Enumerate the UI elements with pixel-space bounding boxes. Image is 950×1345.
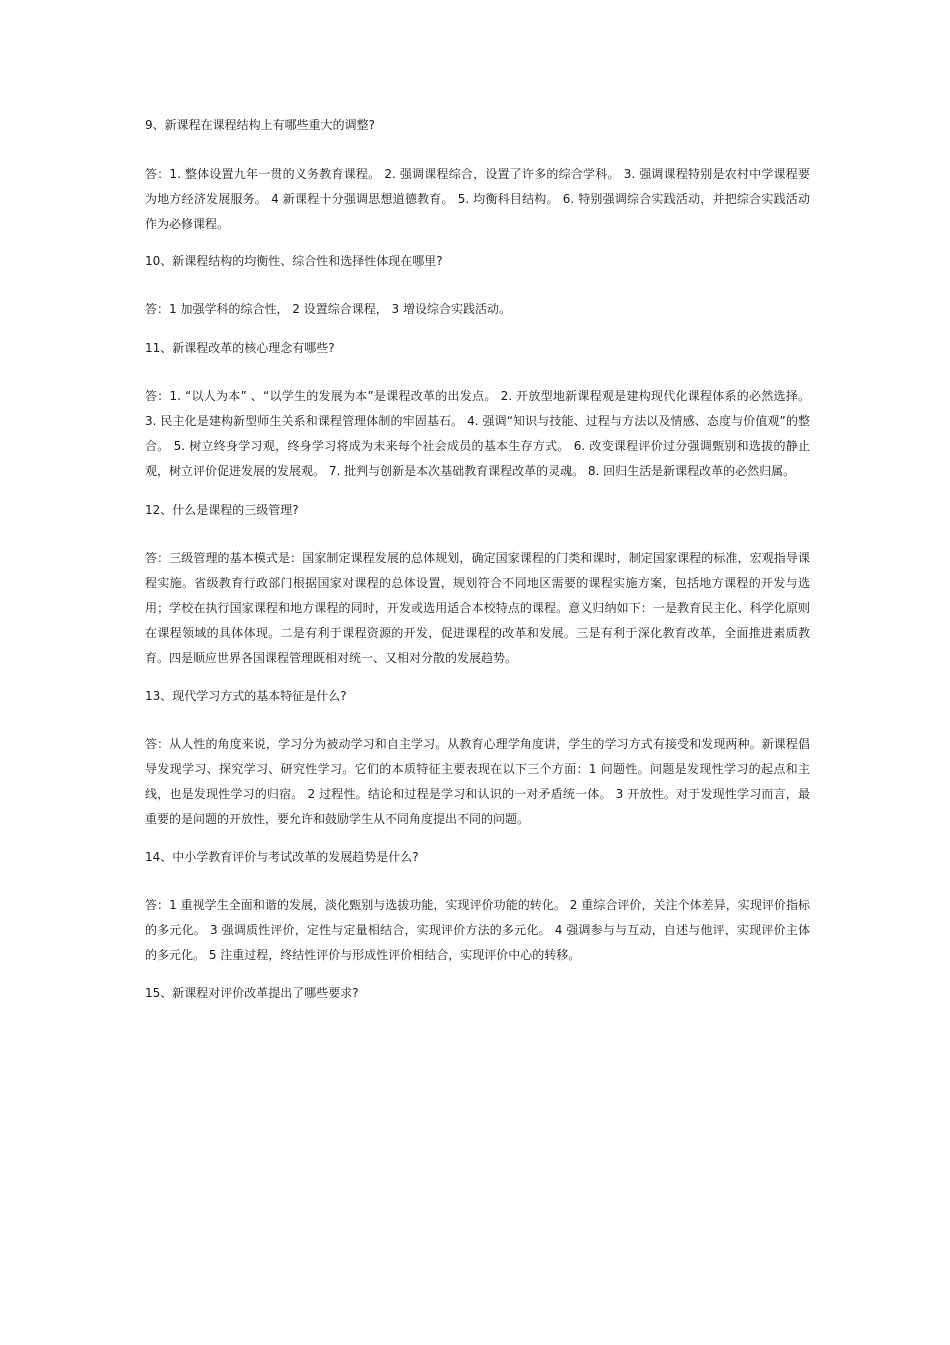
answer-13: 答：从人性的角度来说，学习分为被动学习和自主学习。从教育心理学角度讲，学生的学习方式有接受和发现两种。新课程倡导发现学习、探究学习、研究性学习。它们的本质特征主要表现在以下三个方面：1 问题性。问题是发现性学习的起点和主线，也是发现性学习的归宿。 2 过程性。结论和过程是学习和认识的一对矛盾统一体。 3 开放性。对于发现性学习而言，最重要的是问题的开放性，要允许和鼓励学生从不同角度提出不同的问题。 (145, 737, 810, 826)
question-9: 9、新课程在课程结构上有哪些重大的调整? (145, 118, 376, 132)
question-14: 14、中小学教育评价与考试改革的发展趋势是什么? (145, 850, 419, 864)
question-13: 13、现代学习方式的基本特征是什么? (145, 689, 347, 703)
answer-10: 答：1 加强学科的综合性， 2 设置综合课程， 3 增设综合实践活动。 (145, 302, 511, 316)
question-15: 15、新课程对评价改革提出了哪些要求? (145, 986, 359, 1000)
question-12: 12、什么是课程的三级管理? (145, 503, 299, 517)
answer-11: 答：1. “以人为本” 、“以学生的发展为本”是课程改革的出发点。 2. 开放型地新课程观是建构现代化课程体系的必然选择。 3. 民主化是建构新型师生关系和课程管理体制的牢固基石。 4. 强调“知识与技能、过程与方法以及情感、态度与价值观”的整合。 5. 树立终身学习观，终身学习将成为未来每个社会成员的基本生存方式。 6. 改变课程评价过分强调甄别和选拔的静止观，树立评价促进发展的发展观。 7. 批判与创新是本次基础教育课程改革的灵魂。 8. 回归生活是新课程改革的必然归属。 (145, 389, 810, 478)
answer-9: 答：1. 整体设置九年一贯的义务教育课程。 2. 强调课程综合，设置了许多的综合学科。 3. 强调课程特别是农村中学课程要为地方经济发展服务。 4 新课程十分强调思想道德教育。 5. 均衡科目结构。 6. 特别强调综合实践活动，并把综合实践活动作为必修课程。 (145, 167, 810, 231)
document-page (145, 117, 810, 1001)
answer-14: 答：1 重视学生全面和谐的发展，淡化甄别与选拔功能，实现评价功能的转化。 2 重综合评价，关注个体差异，实现评价指标的多元化。 3 强调质性评价，定性与定量相结合，实现评价方法的多元化。 4 强调参与与互动，自述与他评，实现评价主体的多元化。 5 注重过程，终结性评价与形成性评价相结合，实现评价中心的转移。 (145, 898, 810, 962)
question-10: 10、新课程结构的均衡性、综合性和选择性体现在哪里? (145, 254, 443, 268)
question-11: 11、新课程改革的核心理念有哪些? (145, 341, 335, 355)
answer-12: 答：三级管理的基本模式是：国家制定课程发展的总体规划，确定国家课程的门类和课时，制定国家课程的标准，宏观指导课程实施。省级教育行政部门根据国家对课程的总体设置，规划符合不同地区需要的课程实施方案，包括地方课程的开发与选用；学校在执行国家课程和地方课程的同时，开发或选用适合本校特点的课程。意义归纳如下：一是教育民主化、科学化原则在课程领域的具体体现。二是有利于课程资源的开发，促进课程的改革和发展。三是有利于深化教育改革，全面推进素质教育。四是顺应世界各国课程管理既相对统一、又相对分散的发展趋势。 (145, 551, 810, 665)
